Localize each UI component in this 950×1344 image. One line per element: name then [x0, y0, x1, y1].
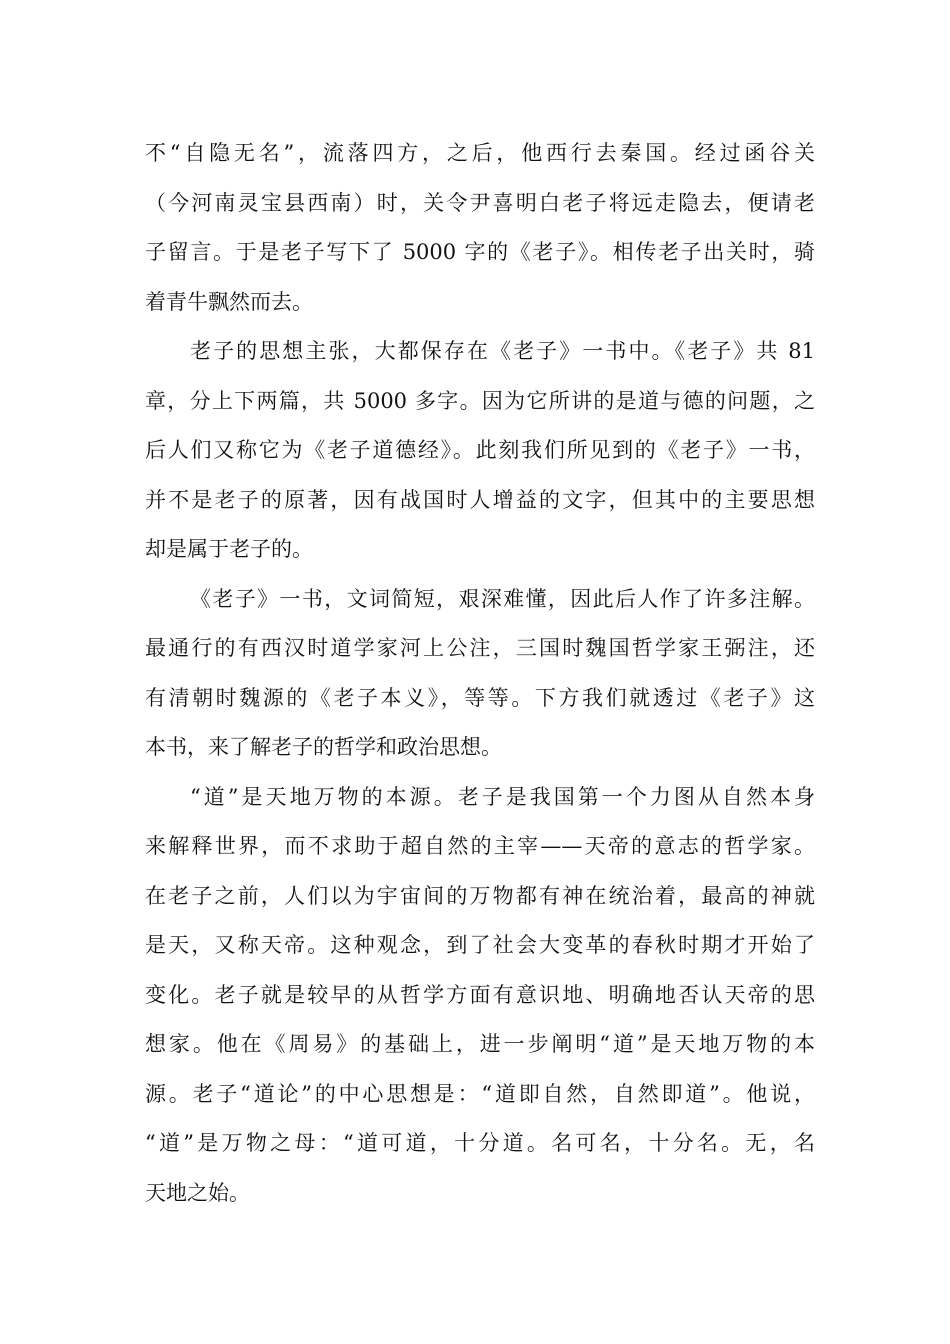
text-line: 着青牛飘然而去。 — [145, 289, 313, 314]
text-line: 却是属于老子的。 — [145, 537, 313, 561]
text-line: 后人们又称它为《老子道德经》。此刻我们所见到的《老子》一书， — [145, 438, 815, 462]
text-line: 变化。老子就是较早的从哲学方面有意识地、明确地否认天帝的思 — [145, 982, 815, 1007]
text-line: “道”是万物之母：“道可道，十分道。名可名，十分名。无，名 — [145, 1131, 815, 1155]
text-line: （今河南灵宝县西南）时，关令尹喜明白老子将远走隐去，便请老 — [145, 190, 815, 215]
paragraph-first-line: “道”是天地万物的本源。老子是我国第一个力图从自然本身 — [190, 784, 815, 809]
text-line: 来解释世界，而不求助于超自然的主宰——天帝的意志的哲学家。 — [145, 834, 815, 858]
text-line: 在老子之前，人们以为宇宙间的万物都有神在统治着，最高的神就 — [145, 883, 815, 908]
text-line: 章，分上下两篇，共 5000 多字。因为它所讲的是道与德的问题，之 — [145, 388, 815, 413]
text-line: 有清朝时魏源的《老子本义》，等等。下方我们就透过《老子》这 — [145, 685, 815, 710]
text-line: 是天，又称天帝。这种观念，到了社会大变革的春秋时期才开始了 — [145, 933, 815, 957]
text-line: 本书，来了解老子的哲学和政治思想。 — [145, 735, 502, 759]
text-line: 不“自隐无名”，流落四方，之后，他西行去秦国。经过函谷关 — [145, 141, 815, 165]
text-line: 并不是老子的原著，因有战国时人增益的文字，但其中的主要思想 — [145, 487, 815, 512]
paragraph-first-line: 老子的思想主张，大都保存在《老子》一书中。《老子》共 81 — [190, 339, 815, 363]
body-text — [145, 133, 815, 1222]
text-line: 天地之始。 — [145, 1180, 250, 1205]
paragraph-first-line: 《老子》一书，文词简短，艰深难懂，因此后人作了许多注解。 — [190, 586, 815, 611]
text-line: 想家。他在《周易》的基础上，进一步阐明“道”是天地万物的本 — [145, 1032, 815, 1056]
text-line: 最通行的有西汉时道学家河上公注，三国时魏国哲学家王弼注，还 — [145, 636, 815, 660]
text-line: 源。老子“道论”的中心思想是：“道即自然，自然即道”。他说， — [145, 1081, 815, 1106]
text-line: 子留言。于是老子写下了 5000 字的《老子》。相传老子出关时，骑 — [145, 240, 815, 264]
